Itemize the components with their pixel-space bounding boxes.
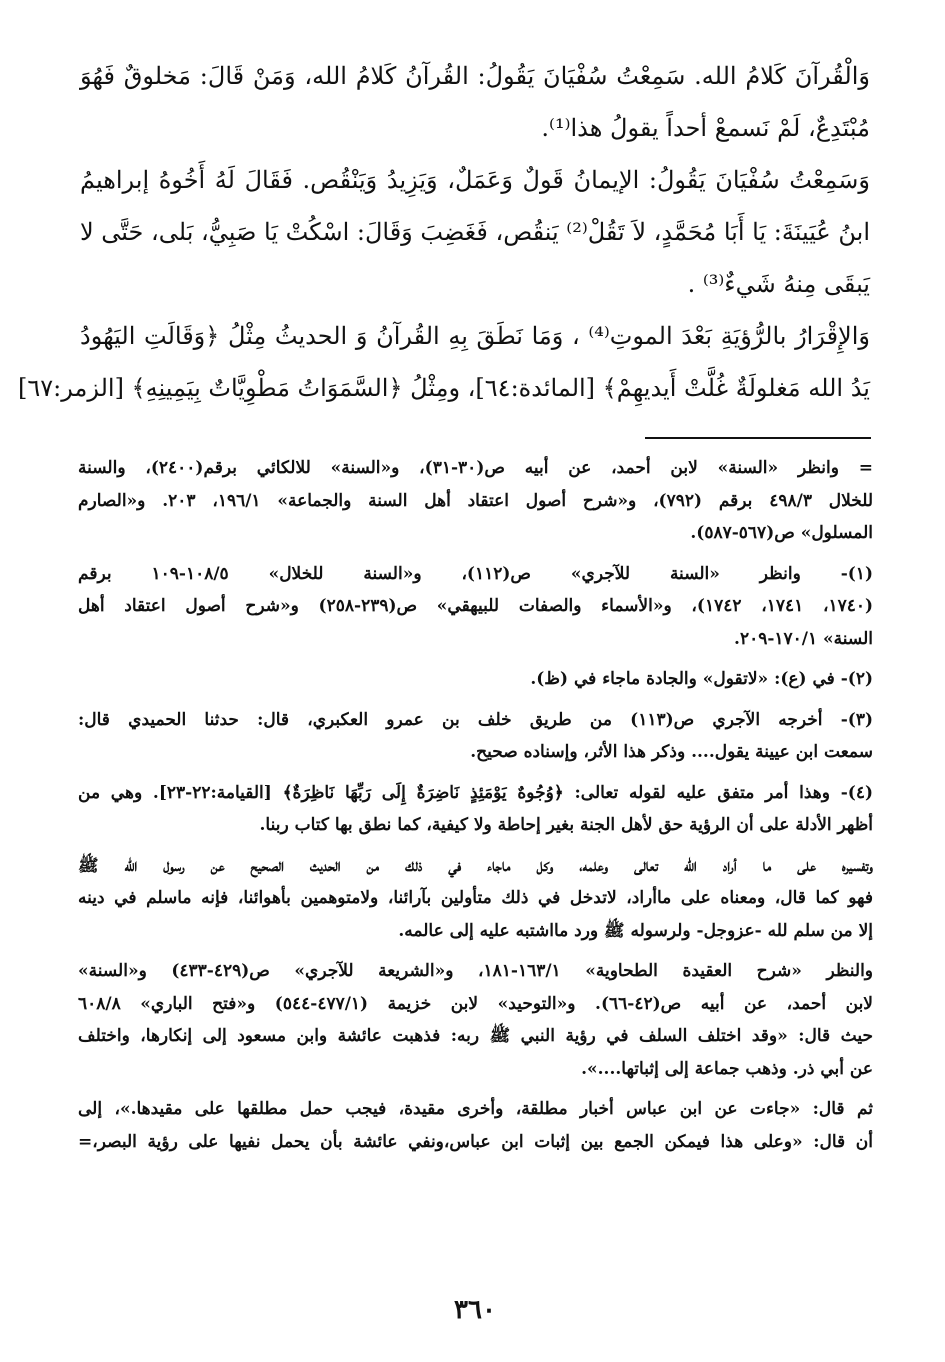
footnote-line: فهو كما قال، ومعناه على ماأراد، لاتدخل في ذلك متأولين بآرائنا، ولامتوهمين بأهوائنا، فإنه ماسلم في دينه	[78, 888, 873, 908]
footnote-line: أن قال: «وعلى هذا فيمكن الجمع بين إثبات ابن عباس،ونفي عائشة بأن يحمل نفيها على رؤية البصر،=	[78, 1131, 873, 1152]
footnote-line: (٤)- وهذا أمر متفق عليه لقوله تعالى: ﴿وُجُوهٌ يَوْمَئِذٍ نَاضِرَةٌ إِلَى رَبِّهَا نَاظِرَةٌ﴾ [القيامة:٢٢-٢٣]. وهي من	[78, 782, 873, 803]
footnote-line: إلا من سلم لله -عزوجل- ولرسوله ﷺ ورد مااشتبه عليه إلى عالمه.	[398, 920, 873, 941]
footnote-line: (٢)- في (ع): «لاتقول» والجادة ماجاء في (ظ).	[530, 669, 873, 689]
footnote-line: وتفسيره على ما أراد الله تعالى وعلمه، وكل ماجاء في ذلك من الحديث الصحيح عن رسول الله ﷺ	[78, 855, 873, 876]
main-line: مُبْتَدِعٌ، لَمْ نَسمعْ أحداً يقولُ هذا⁽¹⁾.	[541, 114, 870, 142]
footnote-line: (١٧٤٠، ١٧٤١، ١٧٤٢)، و«الأسماء والصفات للبيهقي» ص(٢٣٩-٢٥٨) و«شرح أصول اعتقاد أهل	[78, 596, 874, 616]
footnote-3	[78, 704, 873, 769]
main-line: وَالْقُرآنَ كَلامُ الله. سَمِعْتُ سُفْيَانَ يَقُولُ: القُرآنُ كَلامُ الله، وَمَنْ قَالَ: مَخلوقٌ فَهُوَ	[80, 62, 870, 90]
footnote-line: السنة» ١٧٠/١-٢٠٩.	[734, 628, 873, 649]
page-number: ٣٦٠	[454, 1295, 496, 1325]
footnotes	[78, 452, 873, 1158]
footnote-line: أظهر الأدلة على أن الرؤية حق لأهل الجنة بغير إحاطة ولا كيفية، كما نطق بها كتاب ربنا.	[259, 815, 873, 835]
footnote-line: (١)- وانظر «السنة للآجري» ص(١١٢)، و«السنة للخلال» ١٠٨/٥-١٠٩ برقم	[78, 563, 873, 584]
main-line: وَسَمِعْتُ سُفْيَانَ يَقُولُ: الإيمانُ قَولٌ وَعَمَلٌ، وَيَزِيدُ وَيَنْقُص. فَقَالَ لَهُ أَخُوهُ إبراهيمُ	[80, 166, 870, 194]
main-line: ابنُ عُيَينَةَ: يَا أَبَا مُحَمَّدٍ، لاَ تَقُلْ⁽²⁾ يَنقُص، فَغَضِبَ وَقَالَ: اسْكُتْ يَا صَبِيُّ، بَلى، حَتَّى لا	[79, 218, 870, 246]
footnote-block	[78, 452, 873, 550]
footnote-4-references	[78, 955, 873, 1085]
main-line: يَبقَى مِنهُ شَيءٌ⁽³⁾ .	[687, 270, 870, 298]
footnote-line: لابن أحمد، عن أبيه ص(٤٢-٦٦). و«التوحيد» لابن خزيمة (٤٧٧/١-٥٤٤) و«فتح الباري» ٦٠٨/٨	[78, 993, 873, 1014]
main-line: يَدُ الله مَغلولَةٌ غُلَّتْ أَيديهِمْ﴾ [المائدة:٦٤]، ومِثْلُ ﴿السَّمَوَاتُ مَطْوِيَّاتٌ بِيَمِينِهِ﴾ [الزمر:٦٧]	[18, 374, 870, 402]
footnote-line: = وانظر «السنة» لابن أحمد، عن أبيه ص(٣٠-٣١)، و«السنة» للالكائي برقم(٢٤٠٠)، والسنة	[78, 458, 873, 478]
footnote-line: للخلال ٤٩٨/٣ برقم (٧٩٢)، و«شرح أصول اعتقاد أهل السنة والجماعة» ١٩٦/١، ٢٠٣. و«الصارم	[78, 490, 874, 511]
main-text	[18, 50, 870, 414]
footnote-line: سمعت ابن عيينة يقول.... وذكر هذا الأثر، وإسناده صحيح.	[470, 742, 873, 762]
footnote-line: حيث قال: «وقد اختلف السلف في رؤية النبي ﷺ ربه: فذهبت عائشة وابن مسعود إلى إنكارها، واختلف	[78, 1026, 873, 1046]
main-line: وَالإِقْرَارُ بالرُّؤيَةِ بَعْدَ الموتِ⁽⁴⁾ ، وَمَا نَطَقَ بِهِ القُرآنُ وَ الحديثُ مِثْلُ ﴿وَقَالَتِ اليَهُودُ	[80, 322, 870, 350]
footnote-separator	[645, 437, 871, 439]
footnote-line: المسلول» ص(٥٦٧-٥٨٧).	[690, 523, 873, 543]
footnote-2	[78, 663, 873, 696]
footnote-line: عن أبي ذر. وذهب جماعة إلى إثباتها....».	[581, 1058, 873, 1079]
footnote-1	[78, 558, 873, 656]
footnote-4	[78, 777, 873, 842]
footnote-line: (٣)- أخرجه الآجري ص(١١٣) من طريق خلف بن عمرو العكبري، قال: حدثنا الحميدي قال:	[78, 709, 873, 730]
footnote-line: والنظر «شرح العقيدة الطحاوية» ١٦٣/١-١٨١، و«الشريعة للآجري» ص(٤٢٩-٤٣٣) و«السنة»	[78, 961, 874, 981]
footnote-4-continuation	[78, 850, 873, 948]
footnote-line: ثم قال: «جاءت عن ابن عباس أخبار مطلقة، وأخرى مقيدة، فيجب حمل مطلقها على مقيدها.»، إلى	[78, 1099, 873, 1119]
footnote-4-quote	[78, 1093, 873, 1158]
